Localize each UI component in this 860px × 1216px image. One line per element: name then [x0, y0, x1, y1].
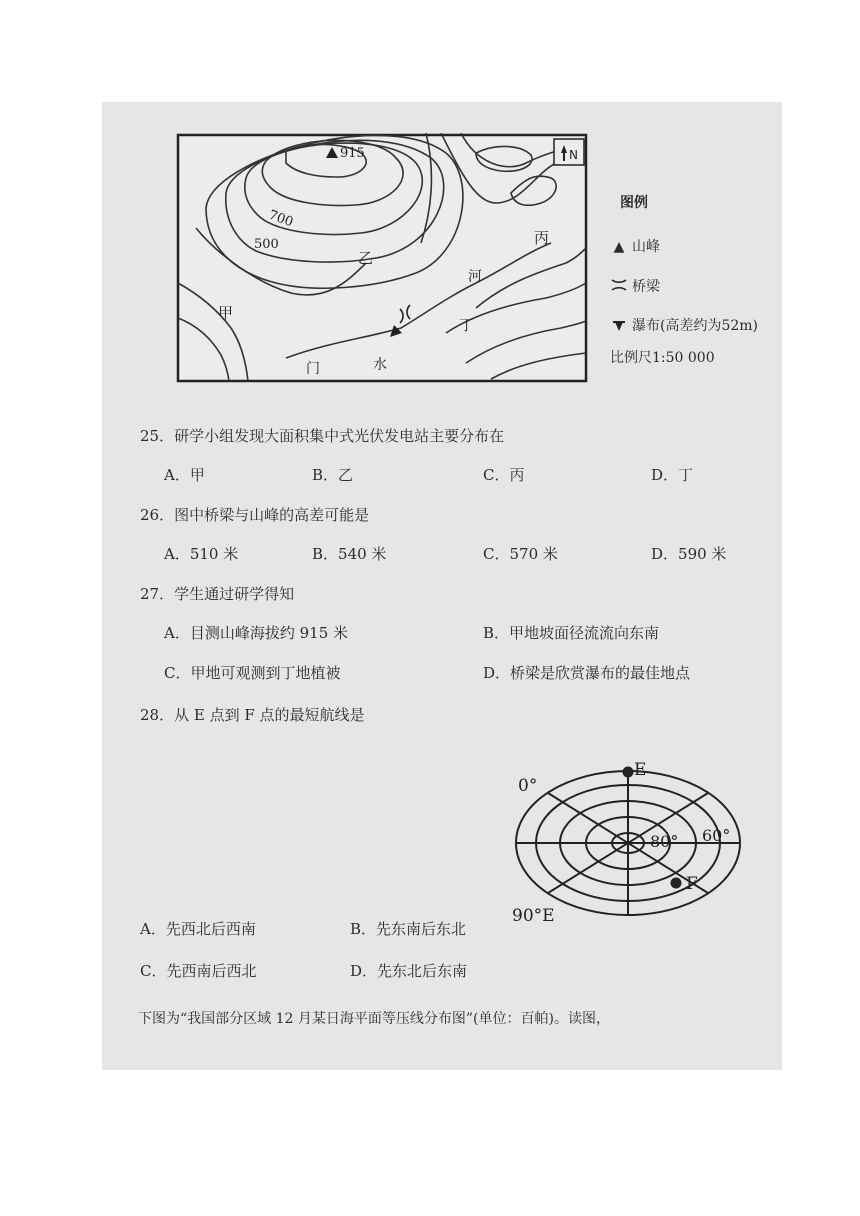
- legend-peak-label: 山峰: [632, 239, 660, 255]
- q26-option-c: C．570 米: [483, 545, 558, 563]
- q28-option-b: B．先东南后东北: [350, 920, 467, 938]
- river-label-men: 门: [306, 361, 320, 377]
- legend-bridge-label: 桥梁: [632, 278, 660, 295]
- point-e-label: E: [634, 760, 647, 780]
- q26-option-b: B．540 米: [312, 545, 387, 563]
- q28-option-a: A．先西北后西南: [140, 920, 256, 938]
- latitude-60-label: 60°: [702, 826, 731, 845]
- legend-title: 图例: [620, 195, 648, 211]
- q26-option-a: A．510 米: [164, 545, 239, 563]
- legend-row-peak: [606, 240, 660, 254]
- question-28-stem: 28．从 E 点到 F 点的最短航线是: [140, 706, 365, 724]
- q27-option-a: A．目测山峰海拔约 915 米: [164, 624, 348, 642]
- question-27-stem: 27．学生通过研学得知: [140, 585, 295, 603]
- polar-projection-diagram: [510, 755, 750, 930]
- q27-option-c: C．甲地可观测到丁地植被: [164, 664, 341, 682]
- point-f-label: F: [686, 874, 698, 894]
- meridian-0-label: 0°: [518, 776, 538, 796]
- point-e: [623, 767, 634, 778]
- meridian-90e-label: 90°E: [512, 906, 555, 926]
- q27-option-d: D．桥梁是欣赏瀑布的最佳地点: [483, 664, 691, 682]
- question-25-stem: 25．研学小组发现大面积集中式光伏发电站主要分布在: [140, 427, 505, 445]
- place-ding: 丁: [459, 316, 475, 334]
- legend-row-waterfall: [606, 316, 758, 335]
- peak-elevation-label: 915: [340, 146, 365, 161]
- q28-option-d: D．先东北后东南: [350, 962, 468, 980]
- next-section-intro: 下图为“我国部分区域 12 月某日海平面等压线分布图”(单位：百帕)。读图，: [138, 1011, 610, 1027]
- q25-option-a: A．甲: [164, 466, 205, 484]
- river-label-shui: 水: [373, 357, 387, 373]
- north-label: N: [569, 148, 578, 162]
- q28-option-c: C．先西南后西北: [140, 962, 257, 980]
- place-jia: 甲: [218, 304, 234, 322]
- place-bing: 丙: [534, 229, 550, 247]
- topographic-map: [176, 133, 588, 383]
- peak-icon: ▲: [613, 239, 625, 255]
- contour-500-label: 500: [254, 237, 279, 252]
- waterfall-icon: [606, 316, 632, 335]
- point-f: [671, 878, 682, 889]
- q25-option-d: D．丁: [651, 466, 694, 484]
- latitude-80-label: 80°: [650, 832, 679, 851]
- river-label-he: 河: [468, 269, 482, 285]
- place-yi: 乙: [358, 249, 374, 267]
- q26-option-d: D．590 米: [651, 545, 727, 563]
- question-26-stem: 26．图中桥梁与山峰的高差可能是: [140, 506, 370, 524]
- legend-row-bridge: [606, 278, 660, 295]
- map-scale: 比例尺1:50 000: [610, 350, 715, 366]
- q25-option-c: C．丙: [483, 466, 525, 484]
- contour-700-label: 700: [266, 207, 296, 231]
- q25-option-b: B．乙: [312, 466, 354, 484]
- bridge-icon: [606, 278, 632, 295]
- legend-waterfall-label: 瀑布(高差约为52m): [632, 317, 759, 334]
- q27-option-b: B．甲地坡面径流流向东南: [483, 624, 660, 642]
